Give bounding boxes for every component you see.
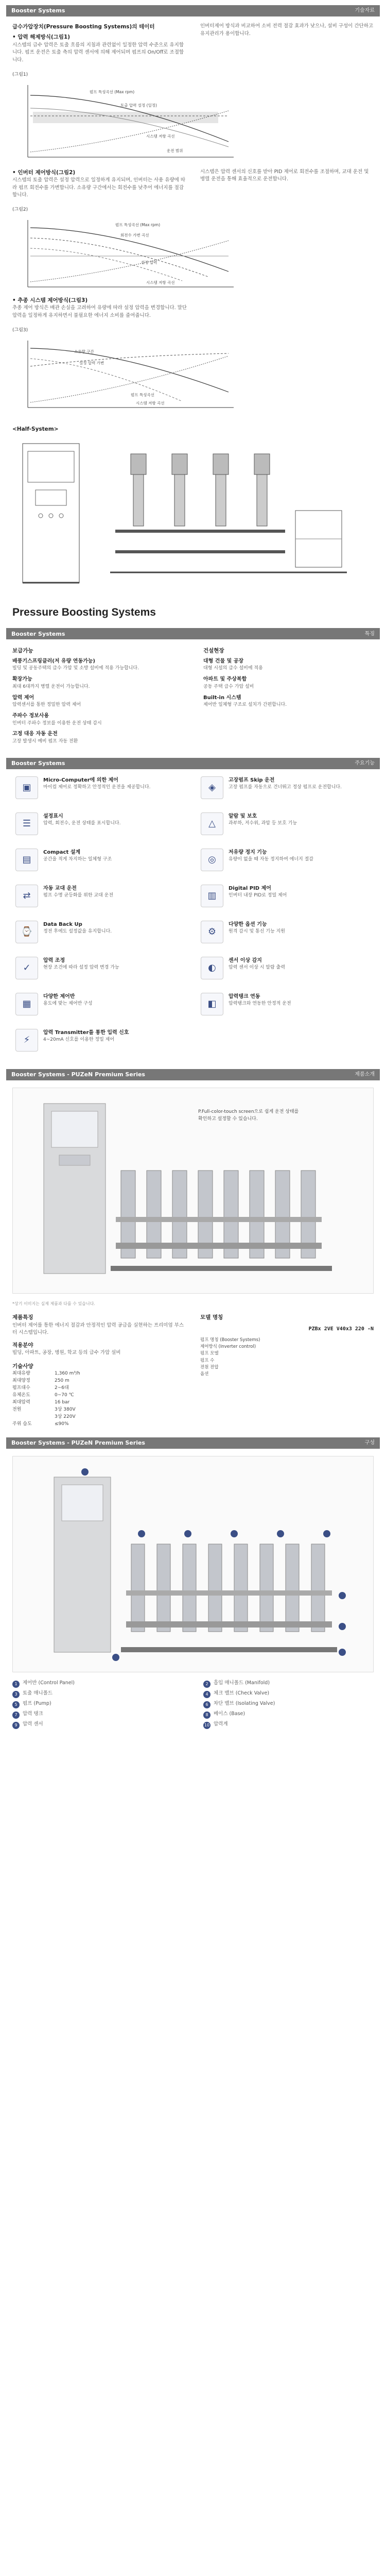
feature-title: 알람 및 보호: [229, 813, 257, 819]
inverter-icon: ▥: [201, 885, 223, 907]
part-item: [12, 1710, 183, 1719]
half-system-heading: [12, 425, 374, 433]
chart-1-curve-label-2: 토출 압력 설정 (일정): [120, 103, 157, 108]
part-number: 10: [203, 1722, 210, 1729]
section-title: Booster Systems - PUZeN Premium Series: [11, 1439, 145, 1447]
feature-text: 정전 후에도 설정값을 유지합니다.: [43, 929, 112, 935]
part-item: [12, 1721, 183, 1729]
feature-item: [15, 921, 185, 950]
feature-grid: [15, 776, 371, 1058]
app-item-title: 압력 제어: [12, 694, 34, 701]
spec-value: 2~6대: [55, 1385, 69, 1391]
part-label: 압력계: [214, 1721, 228, 1727]
feature-text: 원격 감시 및 통신 기능 지원: [229, 929, 285, 935]
method2-text-right: 시스템은 압력 센서의 신호를 받아 PID 제어로 회전수를 조절하며, 교대 운전 및 병렬 운전을 통해 효율적으로 운전합니다.: [200, 168, 369, 182]
spec-value: 16 bar: [55, 1399, 70, 1405]
spec-value: 0~70 ℃: [55, 1393, 74, 1398]
check-icon: ✓: [15, 957, 38, 979]
app-item-text: 인버터 주파수 정보를 이용한 운전 상태 감시: [12, 720, 102, 726]
feature-item: [15, 1029, 185, 1058]
app-item-text: 공동 주택 급수 가압 설비: [203, 684, 254, 689]
part-label: 압력 탱크: [23, 1710, 43, 1717]
feature-text: 현장 조건에 따라 설정 압력 변경 가능: [43, 965, 119, 971]
spec-key: 최대양정: [12, 1378, 30, 1384]
feature-item: [15, 885, 185, 913]
part-item: [203, 1710, 374, 1719]
feature-item: [201, 957, 371, 986]
feature-text: 압력탱크와 연동한 안정적 운전: [229, 1001, 291, 1007]
spec-value: 250 m: [55, 1378, 69, 1384]
app-item-title: 아파트 및 주상복합: [203, 676, 247, 683]
section-bar-product: [6, 1069, 380, 1080]
spec-value: 3상 220V: [55, 1414, 76, 1419]
model-code-line: 옵션: [200, 1371, 209, 1377]
section-bar-booster-systems: [6, 5, 380, 16]
method1-heading: • 압력 해제방식(그림1): [12, 34, 71, 41]
part-number: 1: [12, 1681, 20, 1688]
chart-3-svg: [12, 335, 239, 413]
spec-key: 전원: [12, 1406, 22, 1412]
part-item: [203, 1721, 374, 1729]
app-item-title: 고정 대응 자동 운전: [12, 731, 58, 737]
timer-icon: ⌚: [15, 921, 38, 943]
model-code-line: 제어방식 (Inverter control): [200, 1344, 256, 1350]
components-illustration: [12, 1456, 374, 1672]
flow-icon: ◎: [201, 849, 223, 871]
photo-callout: P.Full-color-touch screen으로 쉽게 운전 상태를 확인하고 설정할 수 있습니다.: [198, 1109, 299, 1122]
feature-item: [201, 812, 371, 841]
feature-text: 펌프 수명 균등화를 위한 교대 운전: [43, 893, 114, 899]
method2-heading: • 인버터 제어방식(그림2): [12, 169, 76, 176]
product-photo: [12, 1088, 374, 1294]
feature-title: Compact 설계: [43, 849, 81, 855]
part-number: 6: [203, 1701, 210, 1708]
feature-title: 압력탱크 연동: [229, 993, 260, 999]
feature-text: 마이컴 제어로 정확하고 안정적인 운전을 제공합니다.: [43, 785, 151, 790]
part-label: 제어반 (Control Panel): [23, 1680, 75, 1686]
series-feature-text: 인버터 제어를 통한 에너지 절감과 안정적인 압력 공급을 실현하는 프리미엄 부스터 시스템입니다.: [12, 1322, 184, 1336]
apps-right-heading: 건설현장: [203, 648, 224, 654]
sensor-icon: ◐: [201, 957, 223, 979]
chart-1-curve-label-1: 펌프 특성곡선 (Max rpm): [90, 89, 135, 94]
spec-row: [12, 1399, 186, 1406]
feature-item: [15, 993, 185, 1022]
part-label: 압력 센서: [23, 1721, 43, 1727]
feature-item: [201, 993, 371, 1022]
specs-heading: 기술사양: [12, 1363, 33, 1369]
part-label: 베이스 (Base): [214, 1710, 245, 1717]
method3-section: [12, 296, 374, 320]
section-bar-features: [6, 628, 380, 639]
panel-icon: ▦: [15, 993, 38, 1015]
app-item-title: 배풍기스프링클러(저 유량 연동가능): [12, 658, 96, 664]
app-item-text: 제어반 일체형 구조로 설치가 간편합니다.: [203, 702, 287, 708]
method3-text: 추종 제어 방식은 배관 손실을 고려하여 유량에 따라 설정 압력을 변경합니다. 말단 압력을 일정하게 유지하면서 불필요한 에너지 소비를 줄여줍니다.: [12, 305, 187, 318]
model-code: [200, 1325, 374, 1378]
section-right-label: 특징: [364, 631, 375, 637]
feature-title: 다양한 제어반: [43, 993, 75, 999]
part-item: [203, 1680, 374, 1688]
series-description: [12, 1311, 374, 1428]
feature-title: 압력 조정: [43, 957, 65, 963]
spec-row: [12, 1414, 186, 1421]
part-number: 5: [12, 1701, 20, 1708]
part-number: 8: [203, 1711, 210, 1719]
pressure-boosting-title: Pressure Boosting Systems: [12, 606, 156, 618]
feature-title: 설정표시: [43, 813, 63, 819]
feature-title: 다양한 옵션 기능: [229, 921, 267, 927]
feature-item: [201, 849, 371, 877]
half-system-drawing: [12, 438, 374, 593]
option-icon: ⚙: [201, 921, 223, 943]
model-code-segment: PZBx: [308, 1326, 321, 1332]
feature-item: [15, 776, 185, 805]
chart-3: [12, 327, 374, 413]
feature-title: Digital PID 제어: [229, 885, 271, 891]
part-item: [203, 1700, 374, 1708]
spec-value: 1,360 m³/h: [55, 1371, 80, 1377]
feature-title: 자동 교대 운전: [43, 885, 77, 891]
chart-1-label: (그림1): [12, 72, 28, 77]
section-title: Booster Systems - PUZeN Premium Series: [11, 1071, 145, 1078]
app-item-text: 최대 6대까지 병렬 운전이 가능합니다.: [12, 684, 90, 689]
app-item-title: 주파수 정보사용: [12, 713, 49, 719]
settings-icon: ☰: [15, 812, 38, 835]
feature-title: Data Back Up: [43, 921, 82, 927]
chart-2-svg: [12, 215, 239, 292]
part-number: 4: [203, 1691, 210, 1698]
section-bar-components: [6, 1437, 380, 1449]
part-item: [12, 1680, 183, 1688]
chart-2-label: (그림2): [12, 207, 28, 213]
feature-text: 공간을 적게 차지하는 일체형 구조: [43, 857, 112, 862]
apps-left-heading: 보급가능: [12, 648, 33, 654]
feature-item: [15, 849, 185, 877]
rotation-icon: ⇄: [15, 885, 38, 907]
model-code-line: 펌프 명칭 (Booster Systems): [200, 1337, 260, 1343]
section-right-label: 기술자료: [355, 8, 375, 14]
model-code-line: 펌프 수: [200, 1358, 215, 1363]
section-title: Booster Systems: [11, 630, 65, 637]
section-title: Booster Systems: [11, 760, 65, 767]
feature-item: [15, 812, 185, 841]
feature-item: [201, 921, 371, 950]
spec-key: 펌프대수: [12, 1385, 30, 1391]
spec-row: [12, 1370, 186, 1378]
part-item: [12, 1690, 183, 1698]
micro-computer-icon: ▣: [15, 776, 38, 799]
tank-icon: ◧: [201, 993, 223, 1015]
part-label: 체크 밸브 (Check Valve): [214, 1690, 270, 1696]
spec-key: 최대압력: [12, 1399, 30, 1405]
method3-heading: • 추종 시스템 제어방식(그림3): [12, 297, 88, 303]
model-code-segment: -N: [367, 1326, 374, 1332]
half-system-label: <Half-System>: [12, 426, 59, 432]
section-right-label: 구성: [364, 1439, 375, 1446]
section-right-label: 주요기능: [355, 760, 375, 767]
app-item-title: Built-in 시스템: [203, 694, 241, 701]
part-label: 펌프 (Pump): [23, 1700, 51, 1706]
part-number: 2: [203, 1681, 210, 1688]
spec-key: 주위 습도: [12, 1421, 32, 1427]
part-number: 9: [12, 1722, 20, 1729]
intro-right-text: 인버터제어 방식과 비교하여 소비 전력 절감 효과가 낮으나, 설비 구성이 간단하고 유지관리가 용이합니다.: [200, 23, 374, 37]
feature-text: 인버터 내장 PID로 정밀 제어: [229, 893, 287, 899]
model-code-row: [200, 1325, 374, 1333]
components-svg: [13, 1456, 373, 1673]
chart-2: [12, 207, 374, 292]
feature-title: Micro-Computer에 의한 제어: [43, 777, 118, 783]
spec-value: 3상 380V: [55, 1406, 76, 1412]
feature-text: 압력, 회전수, 운전 상태를 표시합니다.: [43, 821, 121, 826]
part-number: 3: [12, 1691, 20, 1698]
spec-key: [12, 1414, 55, 1421]
part-number: 7: [12, 1711, 20, 1719]
transmitter-icon: ⚡: [15, 1029, 38, 1052]
spec-row: [12, 1378, 186, 1385]
method2-text-left: 시스템의 토출 압력은 설정 압력으로 일정하게 유지되며, 인버터는 사용 유량에 따라 펌프 회전수를 가변합니다. 소유량 구간에서는 회전수를 낮추어 에너지를 절감합니다.: [12, 177, 186, 198]
chart-3-curve-label-1: 소유량 구간: [74, 349, 94, 354]
spec-key: 최대유량: [12, 1371, 30, 1377]
feature-item: [201, 776, 371, 805]
parts-list: [12, 1680, 374, 1729]
chart-3-label: (그림3): [12, 327, 28, 333]
spec-row: [12, 1385, 186, 1392]
method2-section: [12, 166, 374, 199]
chart-1-curve-label-4: 운전 범위: [167, 148, 183, 153]
model-code-lines: [200, 1337, 374, 1378]
chart-3-curve-label-3: 펌프 특성곡선: [131, 392, 154, 397]
control-panel-drawing: [12, 438, 90, 593]
model-code-line: 전원 전압: [200, 1364, 219, 1370]
section-bar-functions: [6, 758, 380, 769]
spec-row: [12, 1421, 186, 1428]
series-application-heading: 적용분야: [12, 1342, 33, 1348]
model-code-segment: 2VE: [324, 1326, 334, 1332]
spec-row: [12, 1406, 186, 1414]
chart-2-curve-label-2: 회전수 가변 곡선: [120, 232, 149, 238]
app-item-text: 대형 시설의 급수 설비에 적용: [203, 666, 263, 671]
feature-title: 압력 Transmitter를 통한 입력 신호: [43, 1029, 129, 1036]
part-item: [203, 1690, 374, 1698]
part-label: 토출 매니폴드: [23, 1690, 53, 1696]
feature-item: [15, 957, 185, 986]
applications-grid: [12, 645, 374, 745]
app-item-text: 빌딩 및 공동주택의 급수 가압 및 소방 설비에 적용 가능합니다.: [12, 666, 139, 671]
model-code-segment: V40x3: [336, 1326, 352, 1332]
chart-3-curve-label-4: 시스템 저항 곡선: [136, 400, 165, 405]
feature-text: 고장 펌프를 자동으로 건너뛰고 정상 펌프로 운전합니다.: [229, 785, 342, 790]
app-item-text: 압력센서를 통한 정밀한 압력 제어: [12, 702, 81, 708]
model-heading: 모델 명칭: [200, 1314, 223, 1321]
chart-1-svg: [12, 80, 239, 162]
feature-title: 저유량 정지 기능: [229, 849, 267, 855]
model-code-segment: 220: [355, 1326, 364, 1332]
feature-text: 4~20mA 신호를 이용한 정밀 제어: [43, 1037, 115, 1043]
chart-1: [12, 72, 374, 162]
series-application-text: 빌딩, 아파트, 공장, 병원, 학교 등의 급수 가압 설비: [12, 1350, 121, 1356]
method1-text: 시스템의 급수 압력은 토출 흐름의 지침과 관련없이 일정한 압력 수준으로 유지합니다. 펌프 운전은 토출 측의 압력 센서에 의해 제어되며 펌프의 On/Off로 조절합니다.: [12, 42, 184, 63]
compact-icon: ▤: [15, 849, 38, 871]
feature-text: 용도에 맞는 제어반 구성: [43, 1001, 93, 1007]
photo-note: *상기 이미지는 실제 제품과 다를 수 있습니다.: [12, 1301, 95, 1306]
part-item: [12, 1700, 183, 1708]
section-right-label: 제품소개: [355, 1072, 375, 1078]
part-label: 흡입 매니폴드 (Manifold): [214, 1680, 270, 1686]
chart-2-curve-label-1: 펌프 특성곡선 (Max rpm): [115, 222, 161, 227]
spec-list: [12, 1370, 186, 1428]
chart-3-curve-label-2: 설정 압력 가변: [79, 360, 104, 365]
app-item-title: 대형 건물 및 공장: [203, 658, 244, 664]
model-code-line: 펌프 모델: [200, 1351, 219, 1357]
warning-icon: △: [201, 812, 223, 835]
app-item-text: 고장 발생시 예비 펌프 자동 전환: [12, 738, 78, 744]
intro-section: [12, 21, 374, 64]
feature-title: 고장펌프 Skip 운전: [229, 777, 275, 783]
chart-2-curve-label-3: 설정 압력: [141, 260, 157, 265]
feature-text: 압력 센서 이상 시 알람 출력: [229, 965, 285, 971]
chart-2-curve-label-4: 시스템 저항 곡선: [146, 280, 175, 285]
feature-text: 과부하, 저수위, 과압 등 보호 기능: [229, 821, 297, 826]
feature-item: [201, 885, 371, 913]
intro-heading: 급수가압장치(Pressure Boosting Systems)의 테이터: [12, 24, 155, 30]
spec-key: 유체온도: [12, 1393, 30, 1398]
spec-row: [12, 1392, 186, 1399]
feature-text: 유량이 없을 때 자동 정지하여 에너지 절감: [229, 857, 313, 862]
part-label: 차단 밸브 (Isolating Valve): [214, 1700, 275, 1706]
section-title: Booster Systems: [11, 7, 65, 14]
feature-title: 센서 이상 감지: [229, 957, 262, 963]
product-illustration: [13, 1088, 373, 1294]
chart-1-curve-label-3: 시스템 저항 곡선: [146, 133, 175, 139]
spec-value: ≤90%: [55, 1421, 69, 1427]
series-feature-heading: 제품특징: [12, 1314, 33, 1321]
app-item-title: 확장가능: [12, 676, 32, 683]
pump-skip-icon: ◈: [201, 776, 223, 799]
pump-set-drawing: [100, 438, 357, 593]
